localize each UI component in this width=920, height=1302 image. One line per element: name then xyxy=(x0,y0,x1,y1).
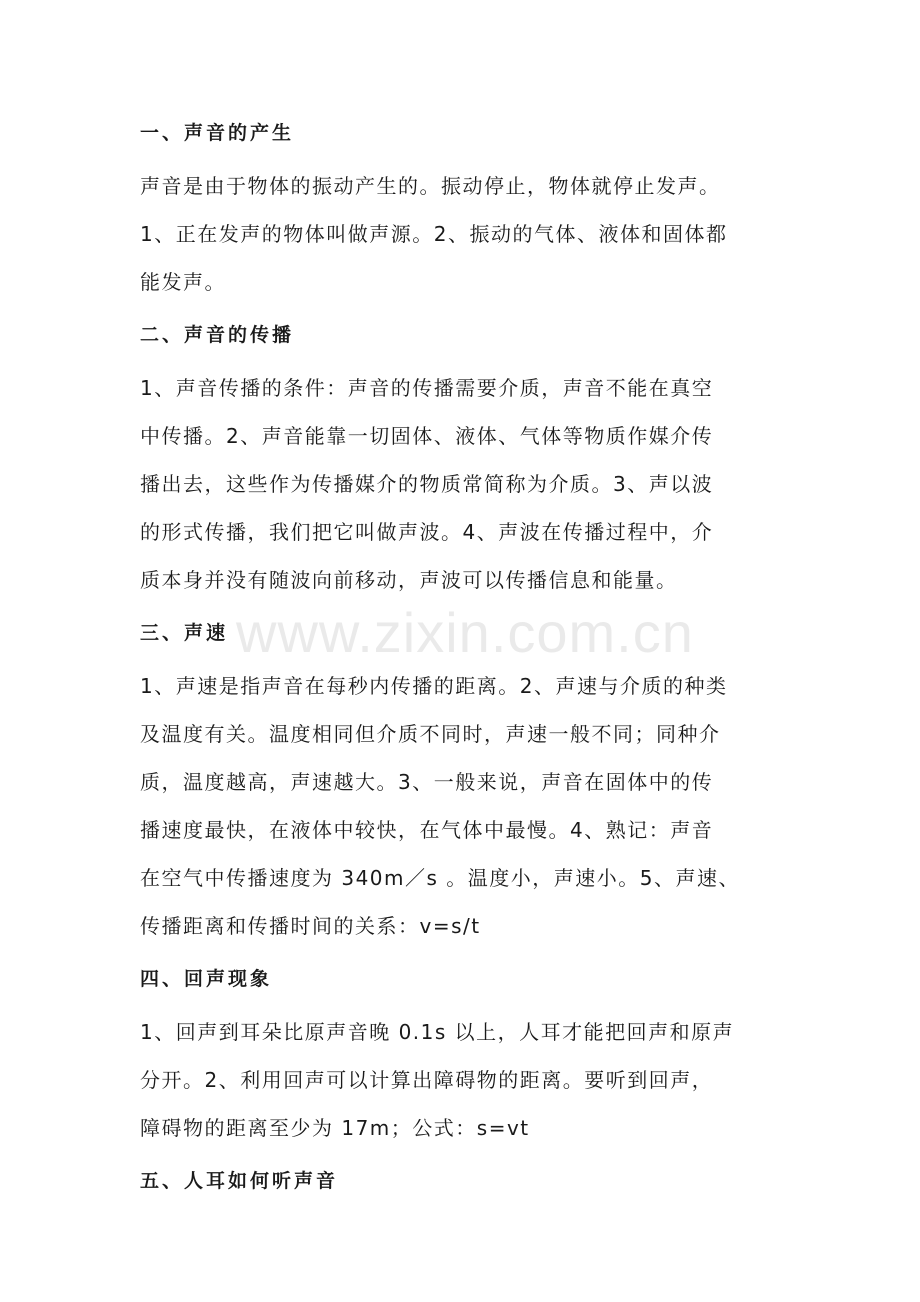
section-heading-echo: 四、回声现象 xyxy=(140,968,273,990)
text-line: 在空气中传播速度为 340m／s 。温度小，声速小。5、声速、 xyxy=(140,866,741,890)
text-line: 1、声速是指声音在每秒内传播的距离。2、声速与介质的种类 xyxy=(140,674,728,698)
paragraph-echo xyxy=(140,1008,810,1152)
text-line: 的形式传播，我们把它叫做声波。4、声波在传播过程中，介 xyxy=(140,520,714,544)
section-heading-sound-speed: 三、声速 xyxy=(140,622,229,644)
watermark: www.zixin.com.cn xyxy=(236,601,694,664)
text-line: 声音是由于物体的振动产生的。振动停止，物体就停止发声。 xyxy=(140,174,721,198)
text-line: 质，温度越高，声速越大。3、一般来说，声音在固体中的传 xyxy=(140,770,714,794)
text-line: 能发声。 xyxy=(140,270,226,294)
paragraph-sound-speed xyxy=(140,662,810,950)
text-line: 传播距离和传播时间的关系：v=s/t xyxy=(140,914,481,938)
paragraph-sound-production xyxy=(140,162,810,306)
text-line: 及温度有关。温度相同但介质不同时，声速一般不同；同种介 xyxy=(140,722,721,746)
section-heading-hearing: 五、人耳如何听声音 xyxy=(140,1170,339,1192)
text-line: 分开。2、利用回声可以计算出障碍物的距离。要听到回声， xyxy=(140,1068,714,1092)
text-line: 中传播。2、声音能靠一切固体、液体、气体等物质作媒介传 xyxy=(140,424,714,448)
text-line: 1、正在发声的物体叫做声源。2、振动的气体、液体和固体都 xyxy=(140,222,728,246)
text-line: 质本身并没有随波向前移动，声波可以传播信息和能量。 xyxy=(140,568,678,592)
paragraph-sound-propagation xyxy=(140,364,810,604)
text-line: 1、声音传播的条件：声音的传播需要介质，声音不能在真空 xyxy=(140,376,714,400)
section-heading-sound-propagation: 二、声音的传播 xyxy=(140,324,295,346)
document-body xyxy=(140,114,810,1210)
section-heading-sound-production: 一、声音的产生 xyxy=(140,122,295,144)
text-line: 播出去，这些作为传播媒介的物质常简称为介质。3、声以波 xyxy=(140,472,714,496)
text-line: 1、回声到耳朵比原声音晚 0.1s 以上，人耳才能把回声和原声 xyxy=(140,1020,735,1044)
text-line: 播速度最快，在液体中较快，在气体中最慢。4、熟记：声音 xyxy=(140,818,714,842)
text-line: 障碍物的距离至少为 17m；公式：s=vt xyxy=(140,1116,530,1140)
